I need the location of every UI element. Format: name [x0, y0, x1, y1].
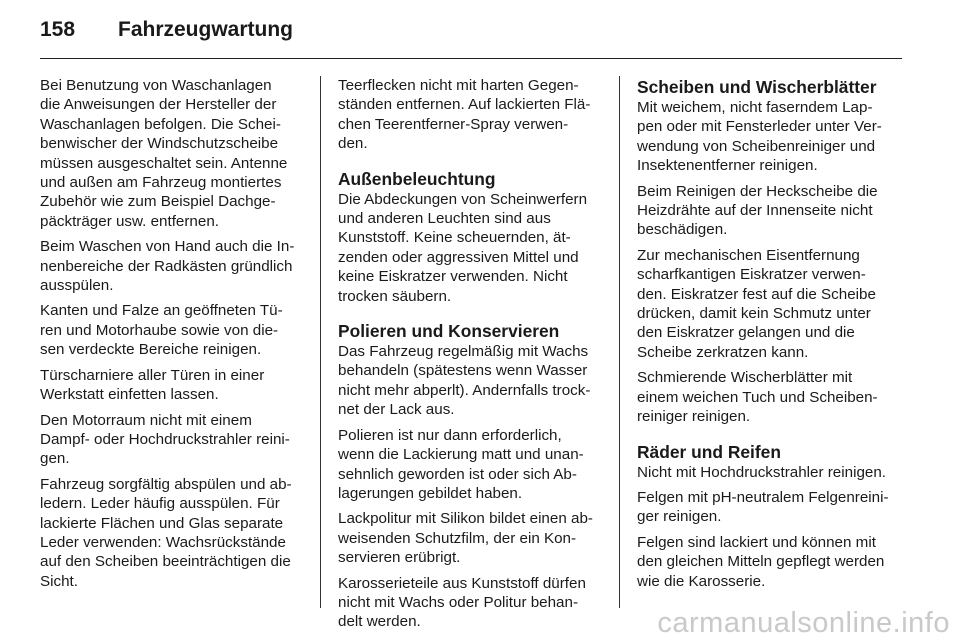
text-line: Zur mechanischen Eisentfernung [637, 246, 860, 264]
text-line: keine Eiskratzer verwenden. Nicht [338, 268, 568, 286]
section-gap [338, 160, 606, 168]
text-line: den. Eiskratzer fest auf die Scheibe [637, 285, 876, 303]
text-line: lagerungen gebildet haben. [338, 484, 523, 502]
section-heading: Polieren und Konservieren [338, 321, 560, 342]
text-line: pen oder mit Fensterleder unter Ver- [637, 118, 882, 136]
text-line: Kanten und Falze an geöffneten Tü- [40, 302, 283, 320]
text-line: den. [338, 135, 368, 153]
text-line: Felgen sind lackiert und können mit [637, 533, 876, 551]
paragraph [40, 76, 308, 231]
text-line: Nicht mit Hochdruckstrahler reinigen. [637, 463, 886, 481]
text-line: Dampf- oder Hochdruckstrahler reini- [40, 430, 290, 448]
text-line: drücken, damit kein Schmutz unter [637, 305, 871, 323]
paragraph [637, 98, 905, 176]
text-line: Waschanlagen befolgen. Die Schei- [40, 115, 281, 133]
paragraph [338, 342, 606, 420]
paragraph [637, 488, 905, 527]
text-line: Mit weichem, nicht faserndem Lap- [637, 99, 873, 116]
page-header [40, 18, 906, 48]
text-line: trocken säubern. [338, 287, 452, 305]
text-line: und anderen Leuchten sind aus [338, 210, 551, 228]
section-heading: Räder und Reifen [637, 441, 781, 462]
text-line: nenbereiche der Radkästen gründlich [40, 257, 293, 275]
paragraph [637, 182, 905, 240]
column-divider-2 [619, 76, 620, 608]
paragraph [40, 237, 308, 295]
header-rule [40, 58, 902, 59]
text-line: Den Motorraum nicht mit einem [40, 411, 252, 429]
text-line: Bei Benutzung von Waschanlagen [40, 77, 272, 94]
text-line: Teerflecken nicht mit harten Gegen- [338, 77, 579, 94]
section-gap [338, 312, 606, 320]
text-line: Scheibe zerkratzen kann. [637, 343, 809, 361]
text-line: weisenden Schutzfilm, der ein Kon- [338, 529, 577, 547]
paragraph [40, 366, 308, 405]
text-line: Felgen mit pH-neutralem Felgenreini- [637, 488, 889, 506]
section-gap [637, 433, 905, 441]
paragraph [40, 475, 308, 591]
watermark: carmanualsonline.info [657, 607, 950, 639]
text-column-1 [40, 76, 308, 597]
paragraph [40, 301, 308, 359]
paragraph [637, 246, 905, 362]
text-line: Heizdrähte auf der Innenseite nicht [637, 202, 873, 220]
text-line: ständen entfernen. Auf lackierten Flä- [338, 96, 591, 114]
text-line: wenn die Lackierung matt und unan- [338, 446, 584, 464]
text-line: behandeln (spätestens wenn Wasser [338, 362, 588, 380]
text-line: päckträger usw. entfernen. [40, 212, 219, 230]
text-line: Karosserieteile aus Kunststoff dürfen [338, 574, 586, 592]
text-line: und außen am Fahrzeug montiertes [40, 174, 282, 192]
text-line: sen verdeckte Bereiche reinigen. [40, 341, 262, 359]
text-line: Türscharniere aller Türen in einer [40, 366, 265, 384]
text-line: Beim Reinigen der Heckscheibe die [637, 182, 878, 200]
paragraph [338, 574, 606, 632]
text-column-2 [338, 76, 606, 638]
text-line: Zubehör wie zum Beispiel Dachge- [40, 193, 276, 211]
text-line: den Eiskratzer gelangen und die [637, 324, 855, 342]
text-line: Schmierende Wischerblätter mit [637, 369, 853, 387]
text-column-3 [637, 76, 905, 597]
text-line: zenden oder aggressiven Mittel und [338, 248, 579, 266]
text-line: beschädigen. [637, 221, 728, 239]
text-line: gen. [40, 450, 70, 468]
text-line: Das Fahrzeug regelmäßig mit Wachs [338, 343, 589, 361]
section-heading: Scheiben und Wischerblätter [637, 77, 877, 97]
text-line: wie die Karosserie. [637, 572, 766, 590]
paragraph [338, 426, 606, 504]
text-line: Polieren ist nur dann erforderlich, [338, 426, 562, 444]
text-line: ren und Motorhaube sowie von die- [40, 321, 279, 339]
text-line: Lackpolitur mit Silikon bildet einen ab- [338, 510, 593, 528]
section-heading: Außenbeleuchtung [338, 168, 496, 189]
text-line: sehnlich geworden ist oder sich Ab- [338, 465, 577, 483]
text-line: lackierte Flächen und Glas separate [40, 514, 284, 532]
text-line: ger reinigen. [637, 508, 722, 526]
text-line: Die Abdeckungen von Scheinwerfern [338, 190, 588, 208]
text-line: auf den Scheiben beeinträchtigen die [40, 553, 291, 571]
paragraph [40, 411, 308, 469]
text-line: Insektenentferner reinigen. [637, 157, 818, 175]
paragraph [338, 509, 606, 567]
page-title: Fahrzeugwartung [118, 18, 294, 41]
text-line: wendung von Scheibenreiniger und [637, 137, 876, 155]
paragraph [338, 76, 606, 154]
text-line: ausspülen. [40, 277, 114, 295]
paragraph [637, 368, 905, 426]
text-line: den gleichen Mitteln gepflegt werden [637, 553, 885, 571]
text-line: die Anweisungen der Hersteller der [40, 96, 277, 114]
text-line: nicht mehr abperlt). Andernfalls trock- [338, 381, 591, 399]
text-line: benwischer der Windschutzscheibe [40, 135, 279, 153]
paragraph [338, 190, 606, 306]
text-line: scharfkantigen Eiskratzer verwen- [637, 266, 866, 284]
paragraph [637, 463, 905, 482]
text-line: Kunststoff. Keine scheuernden, ät- [338, 229, 571, 247]
text-line: net der Lack aus. [338, 401, 455, 419]
text-line: Sicht. [40, 572, 78, 590]
column-divider-1 [320, 76, 321, 608]
text-line: reiniger reinigen. [637, 408, 751, 426]
text-line: nicht mit Wachs oder Politur behan- [338, 593, 579, 611]
text-line: müssen ausgeschaltet sein. Antenne [40, 154, 288, 172]
text-line: Leder verwenden: Wachsrückstände [40, 533, 286, 551]
text-line: servieren erübrigt. [338, 549, 461, 567]
text-line: Beim Waschen von Hand auch die In- [40, 238, 295, 256]
page-number: 158 [40, 18, 76, 41]
text-line: chen Teerentferner-Spray verwen- [338, 115, 569, 133]
text-line: Werkstatt einfetten lassen. [40, 386, 219, 404]
text-line: ledern. Leder häufig ausspülen. Für [40, 495, 280, 513]
text-line: einem weichen Tuch und Scheiben- [637, 388, 878, 406]
text-line: delt werden. [338, 613, 421, 631]
text-line: Fahrzeug sorgfältig abspülen und ab- [40, 475, 292, 493]
paragraph [637, 533, 905, 591]
